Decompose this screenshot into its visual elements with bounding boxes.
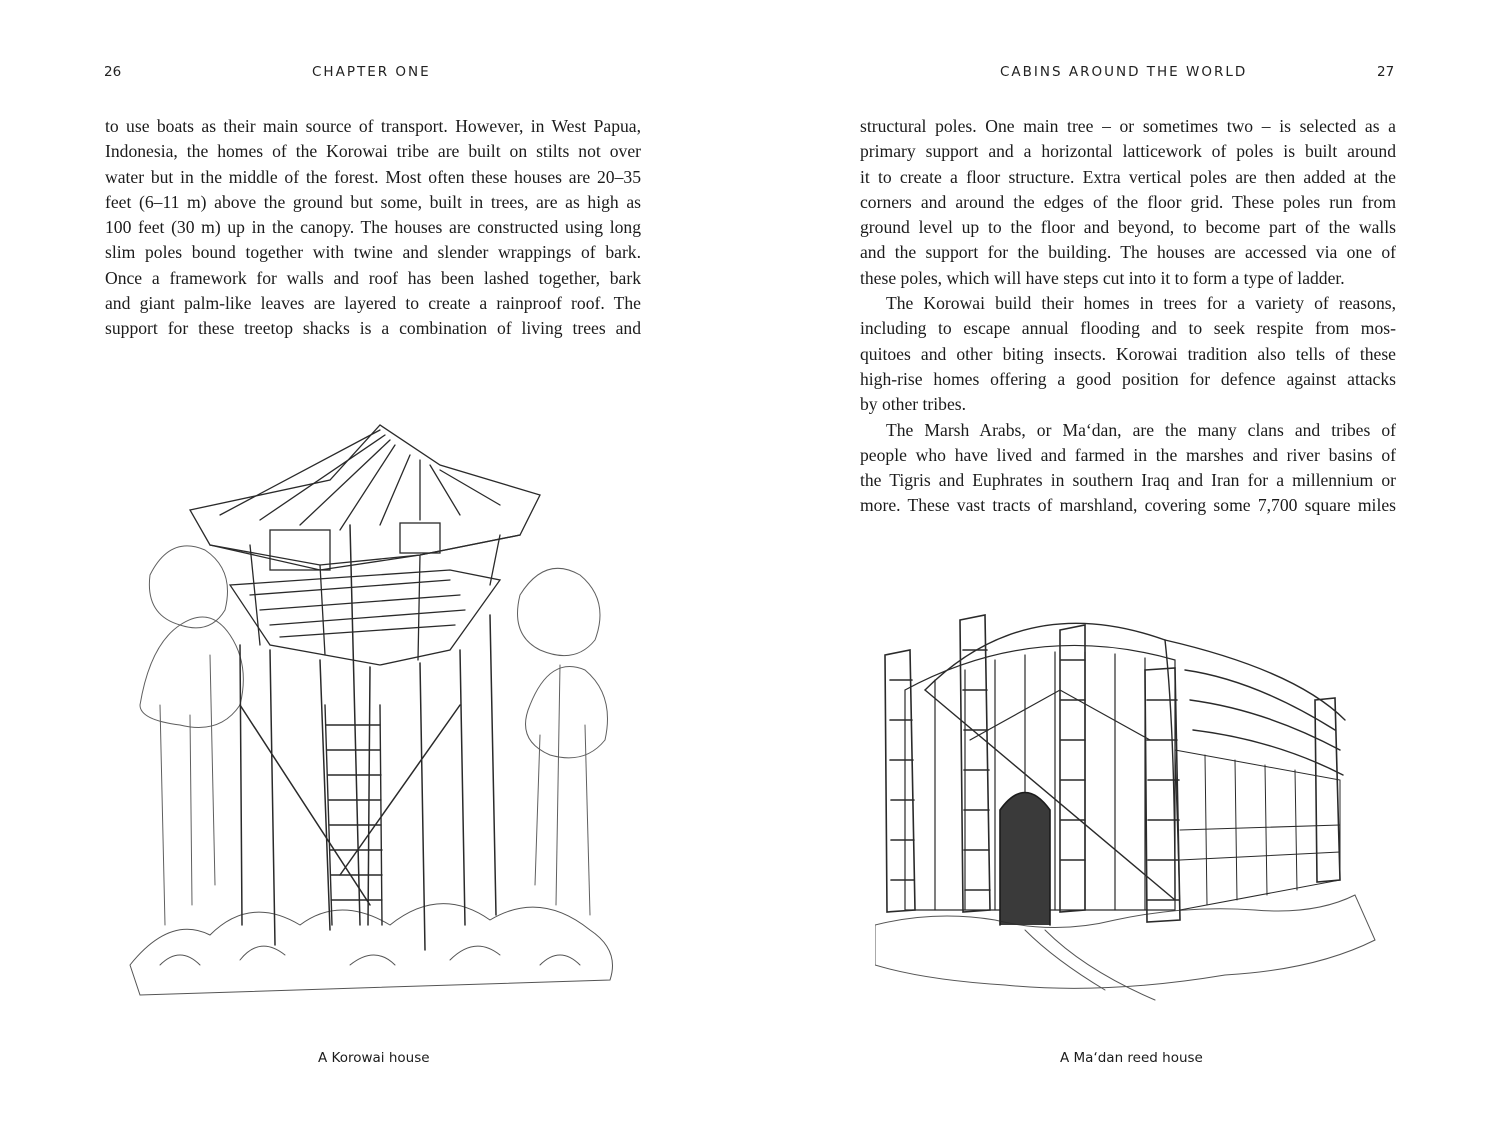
reed-columns xyxy=(885,615,1340,922)
body-text xyxy=(860,114,1396,519)
figure-caption: A Korowai house xyxy=(318,1050,430,1066)
house-platform xyxy=(230,523,500,665)
text-line: Indonesia, the homes of the Korowai tribe are built on stilts not over xyxy=(105,141,641,162)
text-line: slim poles bound together with twine and slender wrappings of bark. xyxy=(105,242,641,263)
text-line: the Tigris and Euphrates in southern Iraq and Iran for a millennium or xyxy=(860,470,1396,491)
text-line: 100 feet (30 m) up in the canopy. The houses are constructed using long xyxy=(105,217,641,238)
text-line: feet (6–11 m) above the ground but some, built in trees, are as high as xyxy=(105,191,641,212)
korowai-house-illustration xyxy=(120,405,630,1015)
body-text xyxy=(105,114,641,342)
page-number: 26 xyxy=(104,64,122,80)
ground xyxy=(875,895,1375,1000)
text-line: The Marsh Arabs, or Ma‘dan, are the many clans and tribes of xyxy=(886,419,1396,440)
text-line: including to escape annual flooding and to seek respite from mos- xyxy=(860,318,1396,339)
text-line: primary support and a horizontal latticework of poles is built around xyxy=(860,141,1396,162)
text-line: more. These vast tracts of marshland, covering some 7,700 square miles xyxy=(860,495,1396,516)
text-line: and the support for the building. The houses are accessed via one of xyxy=(860,242,1396,263)
doorway xyxy=(1000,793,1050,926)
text-line: people who have lived and farmed in the marshes and river basins of xyxy=(860,444,1396,465)
right-page xyxy=(750,0,1500,1147)
forest-trees xyxy=(140,546,608,925)
text-line: structural poles. One main tree – or sometimes two – is selected as a xyxy=(860,116,1396,136)
text-line: The Korowai build their homes in trees for a variety of reasons, xyxy=(886,293,1396,314)
figure-caption: A Ma‘dan reed house xyxy=(1060,1050,1203,1066)
stilts-and-poles xyxy=(240,525,496,950)
text-line: quitoes and other biting insects. Korowai tradition also tells of these xyxy=(860,343,1396,364)
text-line: support for these treetop shacks is a combination of living trees and xyxy=(105,318,641,339)
running-head: CHAPTER ONE xyxy=(312,64,431,80)
text-line: it to create a floor structure. Extra vertical poles are then added at the xyxy=(860,166,1396,187)
text-line: Once a framework for walls and roof has been lashed together, bark xyxy=(105,267,641,288)
thatched-roof xyxy=(190,425,540,570)
madan-reed-house-illustration xyxy=(875,580,1395,1020)
running-head: CABINS AROUND THE WORLD xyxy=(1000,64,1248,80)
text-line: by other tribes. xyxy=(860,394,967,415)
text-line: these poles, which will have steps cut into it to form a type of ladder. xyxy=(860,267,1345,288)
page-number: 27 xyxy=(1377,64,1395,80)
text-line: to use boats as their main source of transport. However, in West Papua, xyxy=(105,116,641,136)
text-line: ground level up to the floor and beyond, to become part of the walls xyxy=(860,217,1396,238)
text-line: water but in the middle of the forest. Most often these houses are 20–35 xyxy=(105,166,641,187)
ladder xyxy=(325,705,382,925)
text-line: high-rise homes offering a good position for defence against attacks xyxy=(860,368,1396,389)
undergrowth xyxy=(130,904,613,995)
text-line: corners and around the edges of the floor grid. These poles run from xyxy=(860,191,1396,212)
text-line: and giant palm-like leaves are layered to create a rainproof roof. The xyxy=(105,293,641,314)
